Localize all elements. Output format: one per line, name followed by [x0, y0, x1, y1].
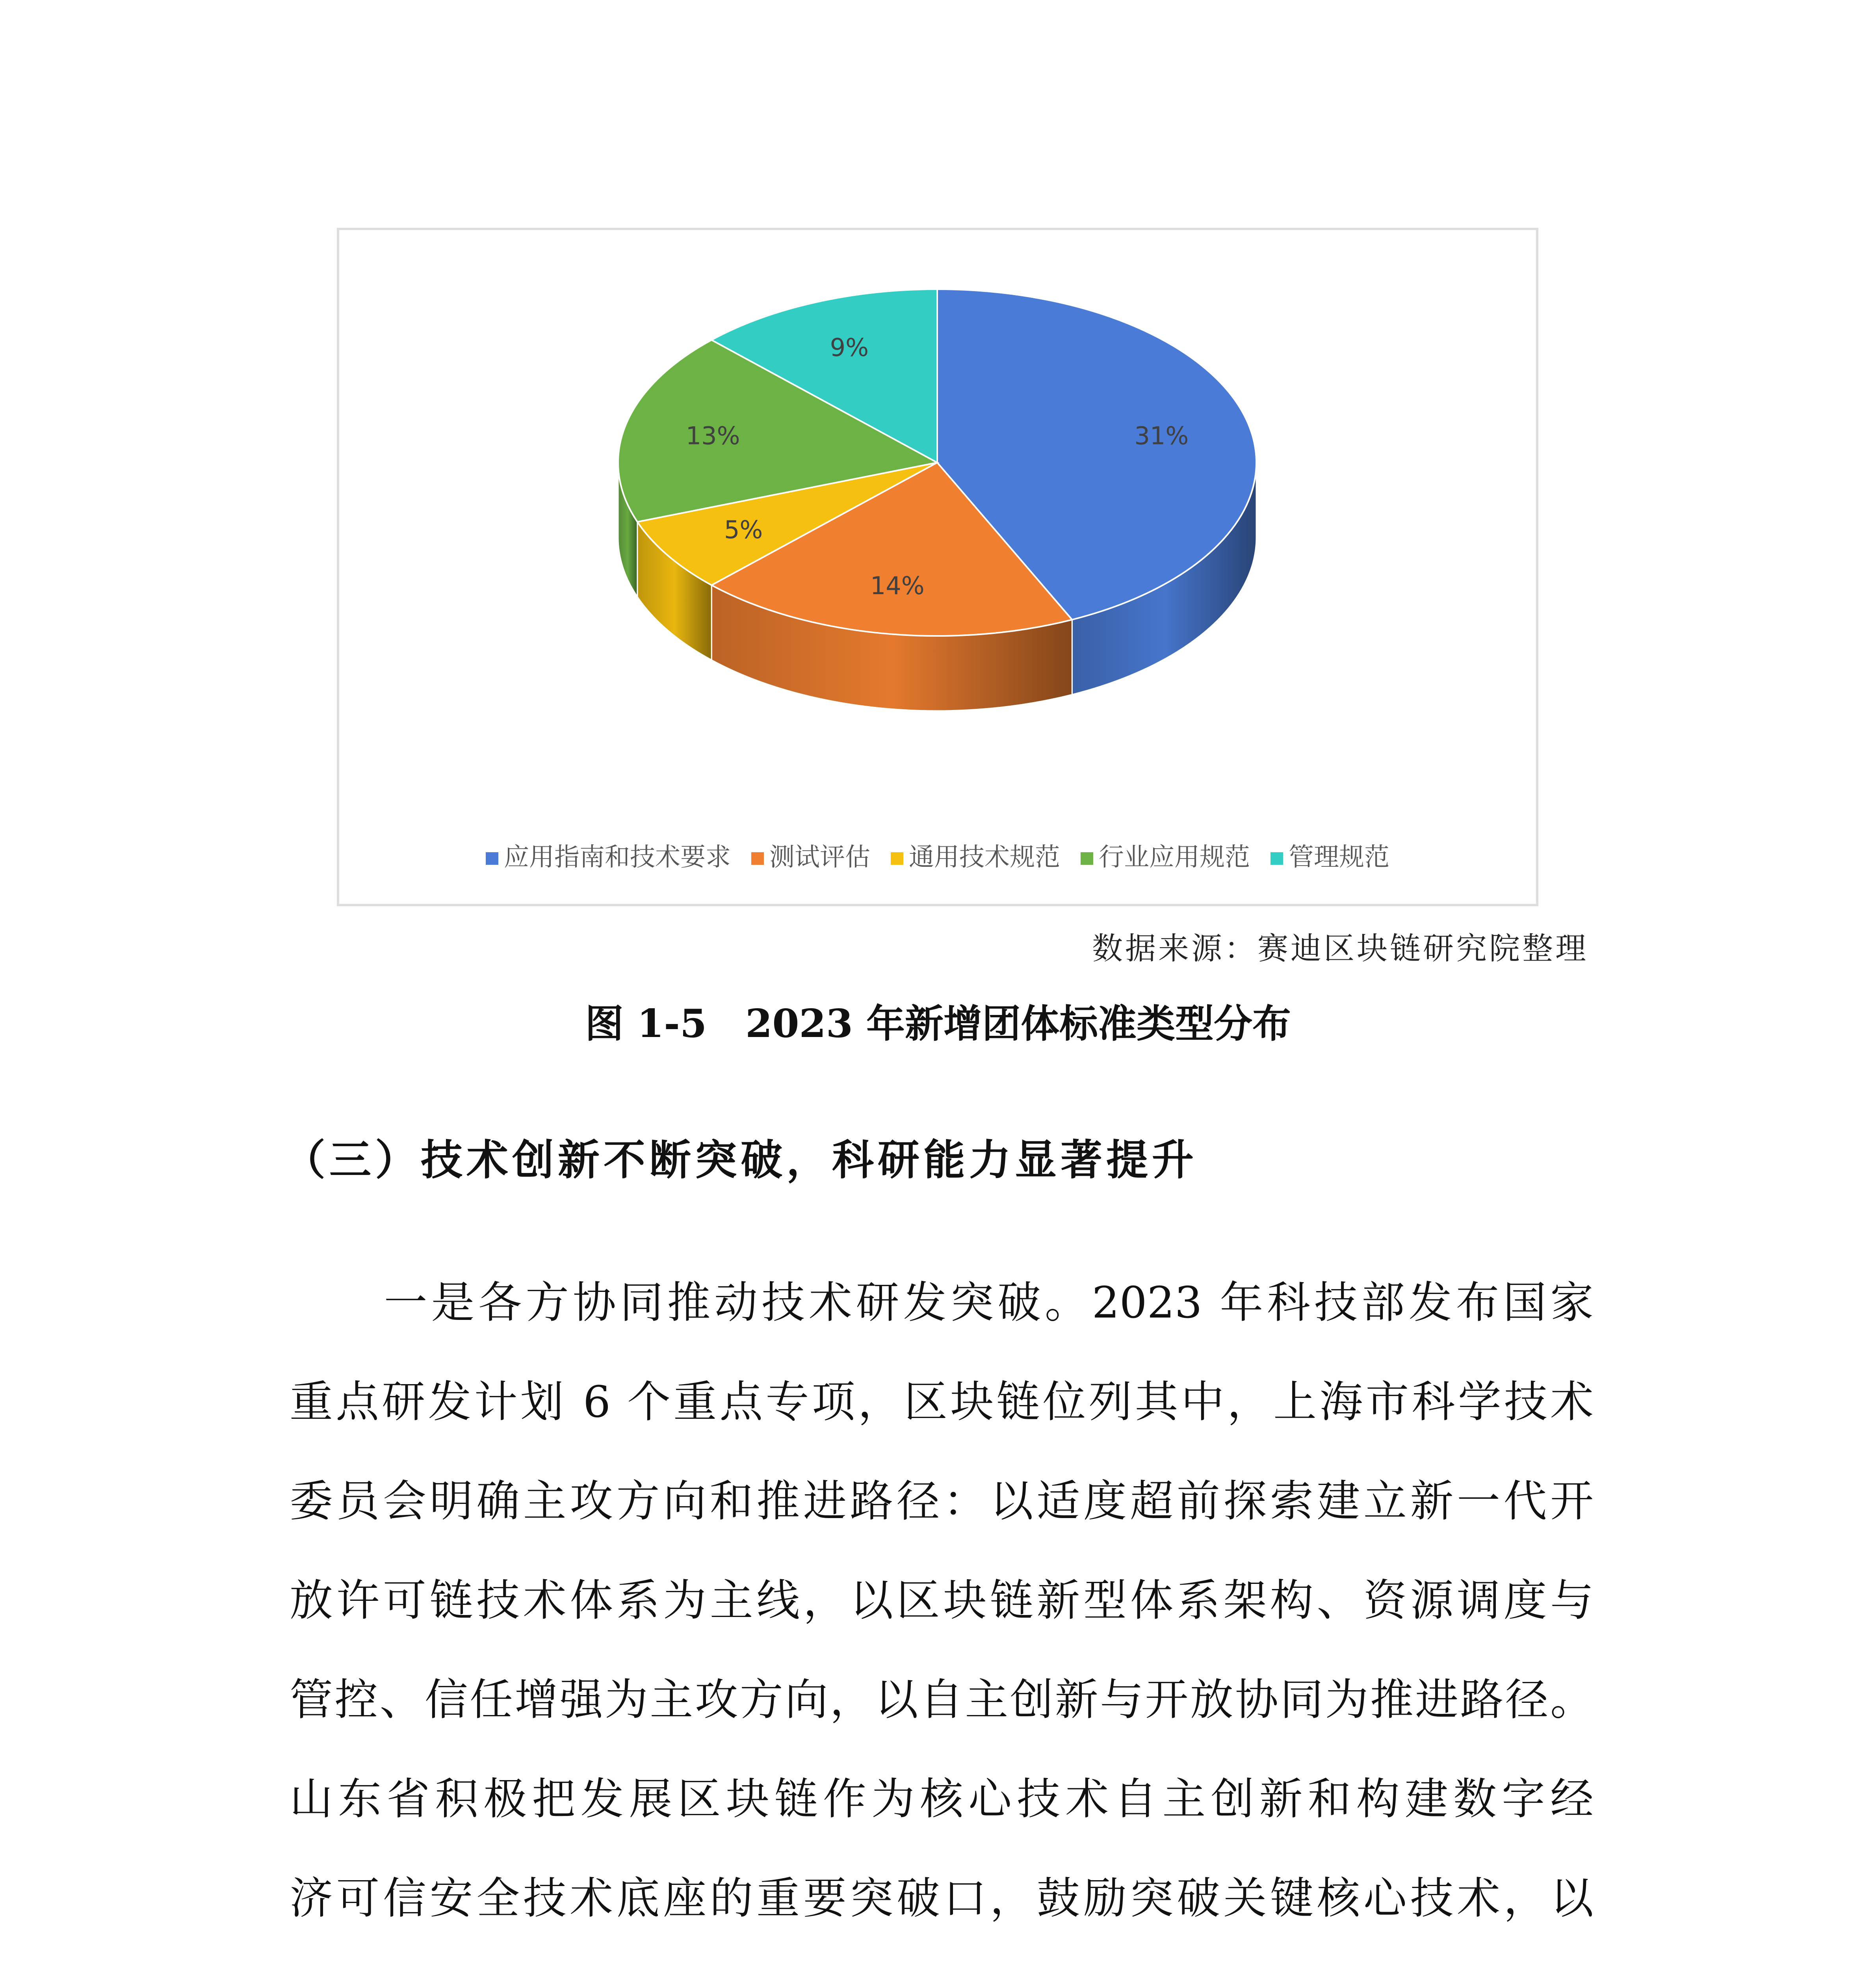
legend-entry	[891, 837, 1060, 873]
paragraph-line: 管控、信任增强为主攻方向，以自主创新与开放协同为推进路径。	[290, 1674, 1594, 1725]
legend-entry	[751, 837, 870, 873]
legend-label: 行业应用规范	[1099, 843, 1250, 872]
legend-swatch	[1270, 852, 1283, 865]
legend-label: 应用指南和技术要求	[504, 843, 731, 872]
pie-data-label: 13%	[685, 421, 740, 450]
legend-swatch	[751, 852, 764, 865]
legend-label: 测试评估	[769, 843, 870, 872]
legend-entry	[486, 837, 731, 873]
paragraph-line: 济可信安全技术底座的重要突破口，鼓励突破关键核心技术，以	[290, 1873, 1594, 1924]
section-heading: （三）技术创新不断突破，科研能力显著提升	[284, 1135, 1198, 1184]
legend-entry	[1270, 837, 1389, 873]
pie-chart-svg	[339, 230, 1536, 829]
paragraph-line: 放许可链技术体系为主线，以区块链新型体系架构、资源调度与	[290, 1575, 1594, 1626]
pie-chart	[337, 228, 1538, 906]
paragraph-line	[290, 1948, 1594, 1970]
paragraph-line: 一是各方协同推动技术研发突破。2023 年科技部发布国家	[290, 1277, 1594, 1328]
legend-swatch	[891, 852, 903, 865]
pie-data-label: 5%	[724, 515, 763, 545]
chart-legend	[339, 837, 1536, 873]
legend-swatch	[1081, 852, 1093, 865]
pie-data-label: 14%	[870, 571, 925, 600]
legend-swatch	[486, 852, 498, 865]
pie-data-label: 31%	[1134, 421, 1189, 450]
body-paragraph	[290, 1253, 1594, 1970]
pie-data-label: 9%	[830, 333, 869, 362]
legend-label: 通用技术规范	[909, 843, 1060, 872]
data-source-note: 数据来源：赛迪区块链研究院整理	[1092, 931, 1588, 966]
paragraph-line: 山东省积极把发展区块链作为核心技术自主创新和构建数字经	[290, 1774, 1594, 1824]
legend-entry	[1081, 837, 1250, 873]
legend-label: 管理规范	[1289, 843, 1389, 872]
figure-caption: 图 1-5 2023 年新增团体标准类型分布	[585, 1001, 1291, 1046]
paragraph-line: 委员会明确主攻方向和推进路径：以适度超前探索建立新一代开	[290, 1476, 1594, 1526]
paragraph-line: 重点研发计划 6 个重点专项，区块链位列其中，上海市科学技术	[290, 1377, 1594, 1427]
pie-top-faces	[618, 289, 1256, 636]
